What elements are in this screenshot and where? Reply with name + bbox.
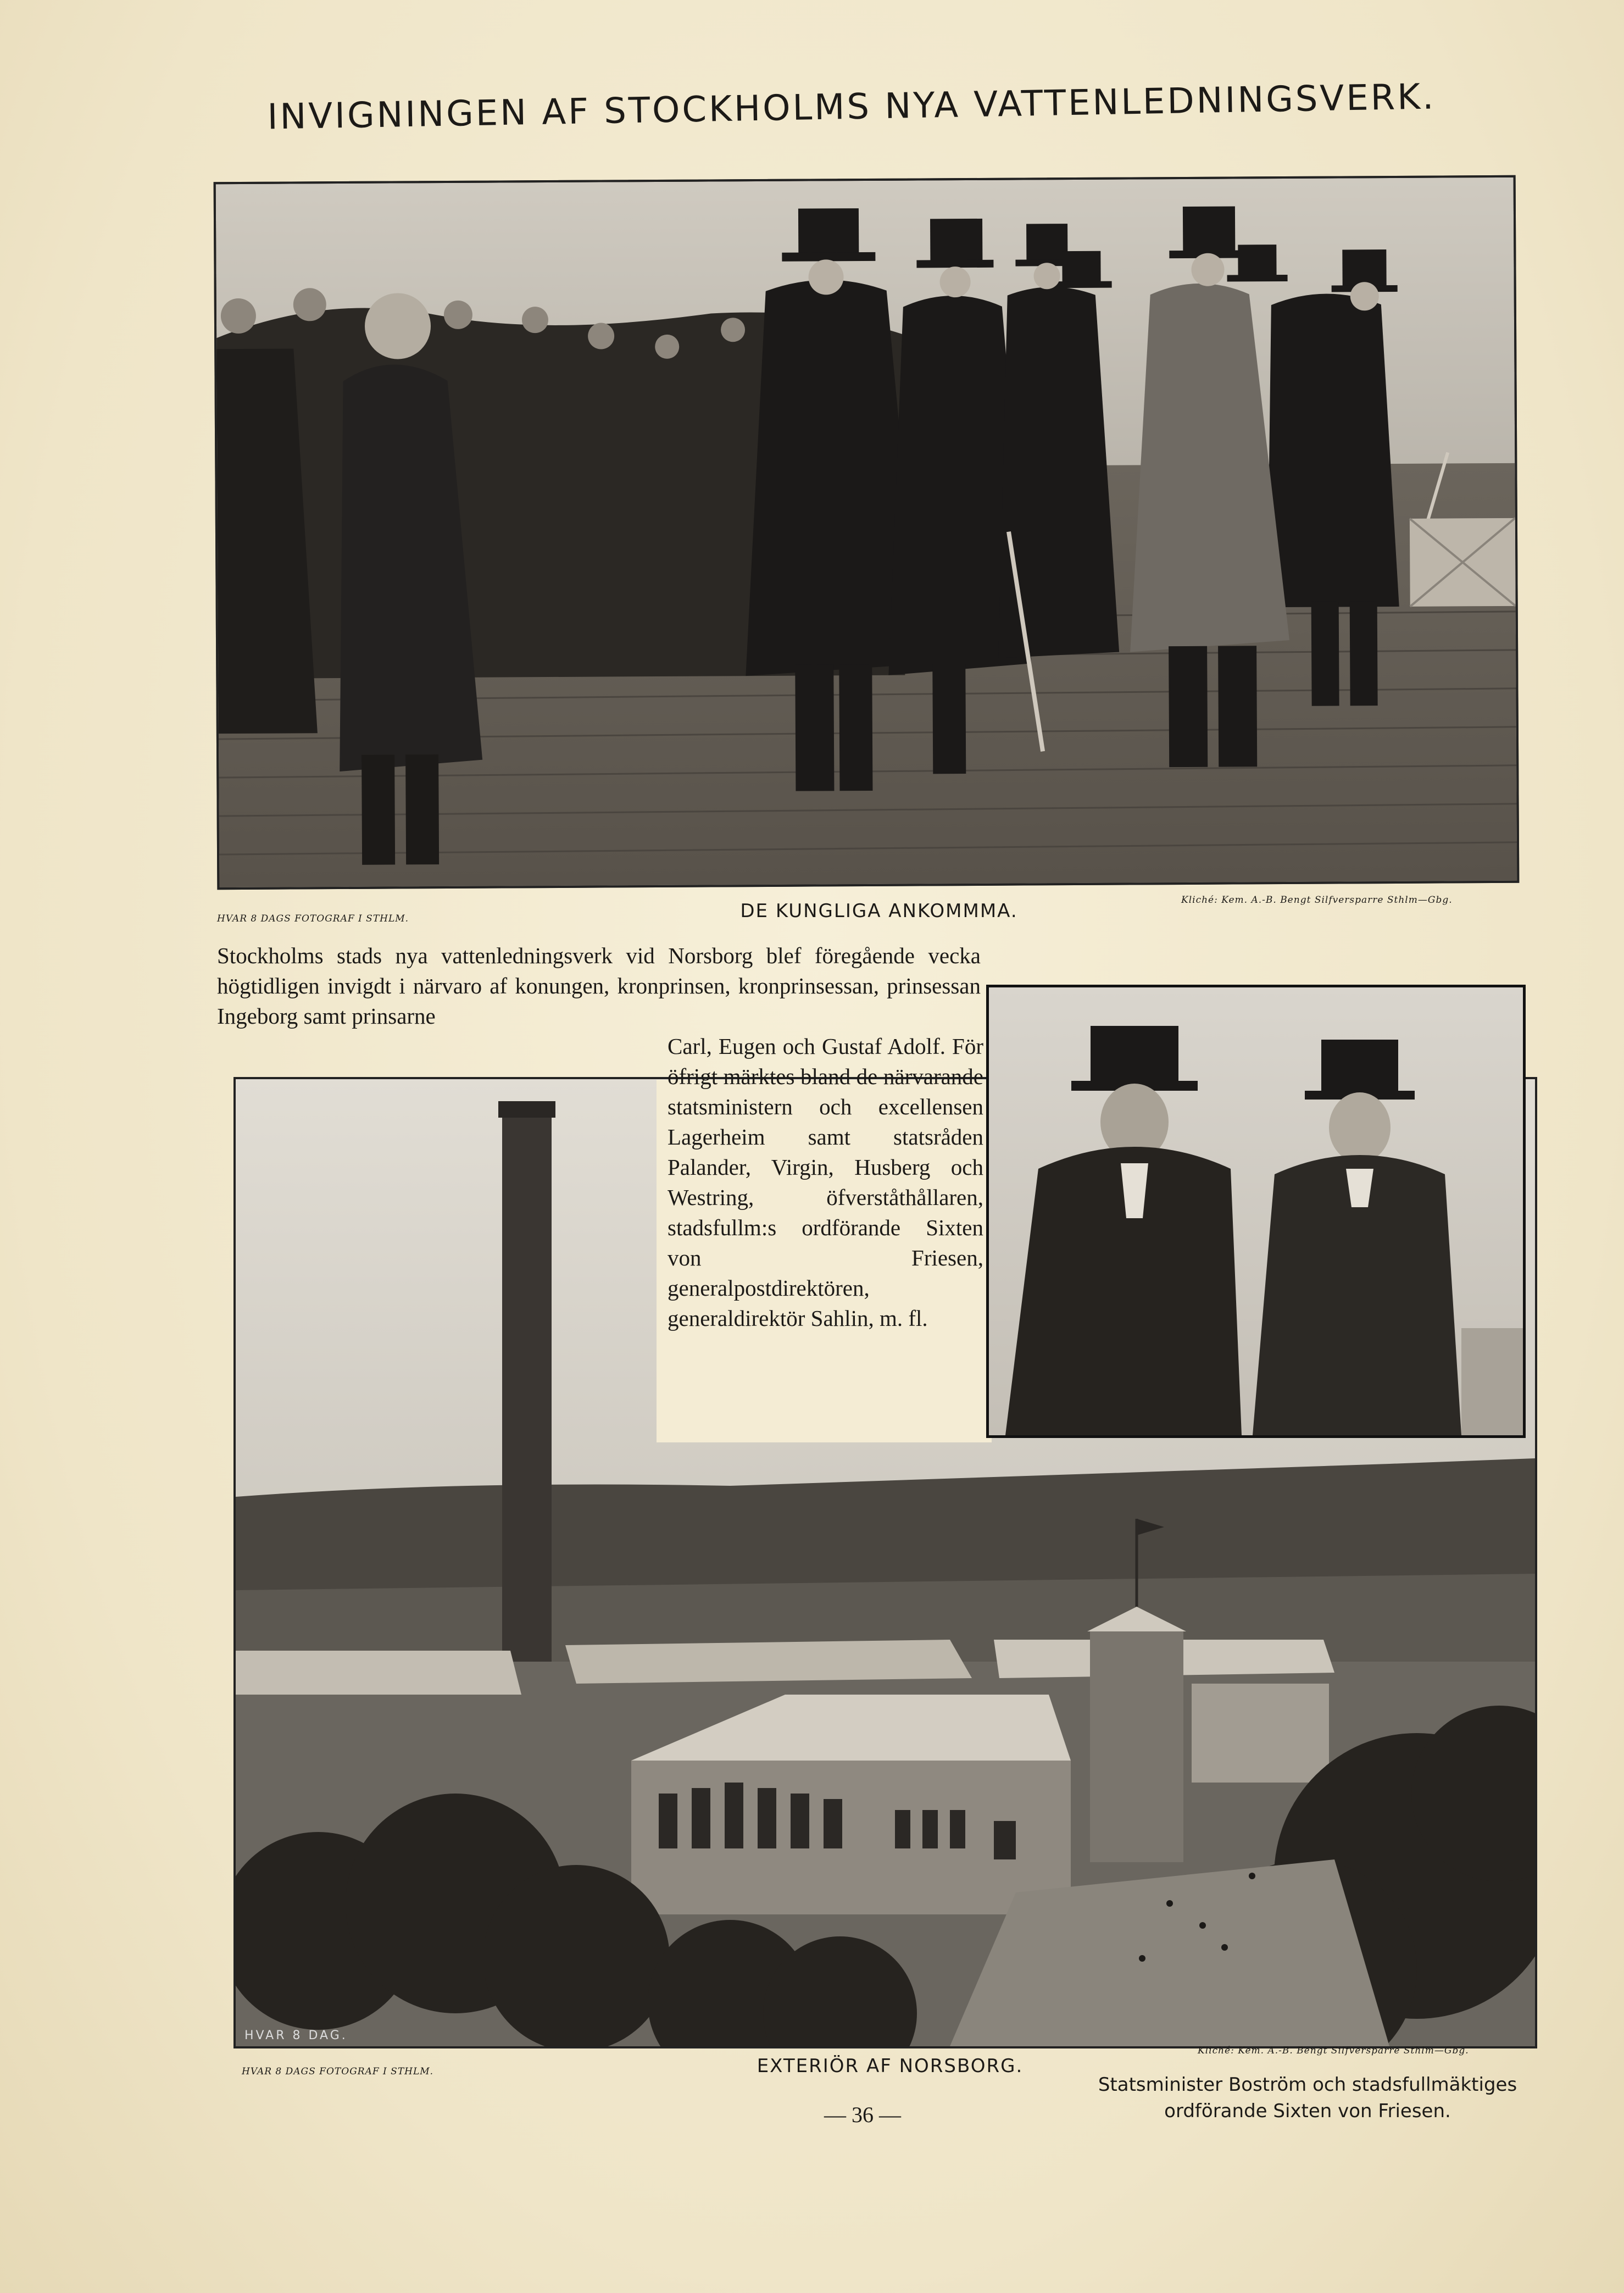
photo-inset-caption xyxy=(1033,2072,1582,2124)
photo-bottom-credit-right: Kliché: Kem. A.-B. Bengt Silfversparre Sthlm—Gbg. xyxy=(1198,2045,1469,2056)
photo-top-caption: DE KUNGLIGA ANKOMMMA. xyxy=(740,900,1018,922)
article-continued xyxy=(668,1031,983,1334)
photo-top-credit-right: Kliché: Kem. A.-B. Bengt Silfversparre Sthlm—Gbg. xyxy=(1181,895,1453,906)
page-title: INVIGNINGEN AF STOCKHOLMS NYA VATTENLEDNINGSVERK. xyxy=(266,76,1437,138)
photo-bottom-credit-left: HVAR 8 DAGS FOTOGRAF I STHLM. xyxy=(242,2066,434,2077)
article-continued-text: Carl, Eugen och Gustaf Adolf. För öfrigt märktes bland de närvarande statsministern och excellensen Lagerheim samt statsråden Palander, Virgin, Husberg och Westring, öfverståthållaren, stadsfullm:s ordförande Sixten von Friesen, generalpostdirektören, generaldirektör Sahlin, m. fl. xyxy=(668,1034,983,1331)
photo-bottom-caption: EXTERIÖR AF NORSBORG. xyxy=(757,2055,1024,2077)
article-intro-text: Stockholms stads nya vattenledningsverk vid Norsborg blef föregående vecka högtidligen invigdt i närvaro af konungen, kronprinsen, kronprinsessan, prinsessan Ingeborg samt prinsarne xyxy=(217,943,981,1029)
photo-top-credit-left: HVAR 8 DAGS FOTOGRAF I STHLM. xyxy=(217,913,409,924)
photo-watermark: HVAR 8 DAG. xyxy=(244,2029,348,2042)
article-intro xyxy=(217,941,981,1031)
page-number: — 36 — xyxy=(824,2102,901,2127)
photo-inset-caption-line2: ordförande Sixten von Friesen. xyxy=(1164,2100,1451,2122)
photo-royal-arrival xyxy=(214,175,1520,890)
photo-inset-caption-line1: Statsminister Boström och stadsfullmäktiges xyxy=(1098,2074,1517,2096)
photo-portrait-bostrom-friesen xyxy=(986,985,1526,1438)
